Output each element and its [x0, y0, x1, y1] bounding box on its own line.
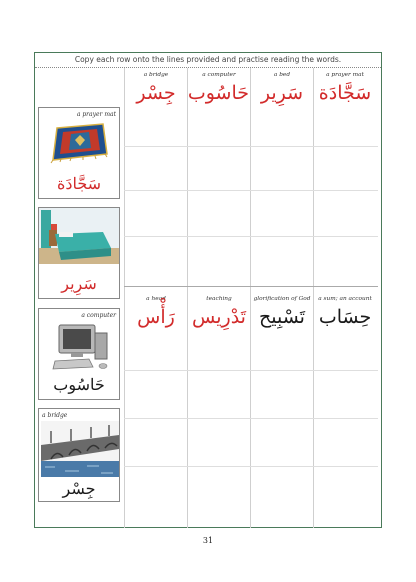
- grid-line: [313, 68, 314, 528]
- word-english-label: a computer: [202, 72, 236, 78]
- word-english-label: glorification of God: [253, 296, 311, 302]
- bottom-row-word-1: [126, 296, 186, 328]
- word-english-label: a bed: [273, 72, 291, 78]
- bed-picture: [39, 208, 119, 264]
- grid-line: [187, 68, 188, 528]
- bottom-row-word-2: [189, 296, 249, 328]
- instruction-text: Copy each row onto the lines provided and practise reading the words.: [74, 55, 342, 64]
- word-arabic: سَجَّادَة: [318, 82, 372, 104]
- page-number: 31: [202, 536, 214, 545]
- word-arabic: سَرِير: [260, 82, 304, 104]
- card-arabic-word: حَاسُوب: [53, 375, 105, 394]
- word-arabic: رَأْس: [137, 306, 175, 328]
- word-arabic: تَسْبِيح: [259, 306, 305, 328]
- bridge-picture: [41, 421, 119, 477]
- top-row-word-2: [189, 72, 249, 104]
- grid-line: [124, 370, 378, 371]
- grid-line: [124, 68, 125, 528]
- grid-line: [124, 466, 378, 467]
- prayer-mat-picture: [49, 120, 111, 164]
- grid-line: [250, 68, 251, 528]
- vocab-card-bridge: [38, 408, 120, 502]
- computer-picture: [49, 321, 113, 371]
- card-english-label: a computer: [81, 312, 116, 319]
- grid-line: [124, 190, 378, 191]
- vocab-card-bed: [38, 207, 120, 299]
- bottom-row-word-3: [252, 296, 312, 328]
- vocab-card-computer: [38, 308, 120, 400]
- word-arabic: حِسَاب: [318, 306, 372, 328]
- word-english-label: a sum; an account: [318, 296, 372, 302]
- top-row-word-4: [315, 72, 375, 104]
- word-english-label: a bridge: [143, 72, 169, 78]
- card-english-label: a prayer mat: [76, 111, 116, 118]
- word-english-label: a head: [146, 296, 166, 302]
- word-arabic: جِسْر: [136, 82, 176, 104]
- grid-line: [124, 236, 378, 237]
- word-english-label: teaching: [206, 296, 232, 302]
- word-arabic: حَاسُوب: [187, 82, 249, 104]
- instruction-divider: [35, 67, 381, 68]
- grid-line: [124, 418, 378, 419]
- grid-line: [124, 286, 378, 287]
- word-english-label: a prayer mat: [326, 72, 364, 78]
- bottom-row-word-4: [315, 296, 375, 328]
- card-arabic-word: سَجَّادَة: [56, 174, 102, 193]
- card-arabic-word: سَرِير: [61, 274, 97, 293]
- vocab-card-prayer-mat: [38, 107, 120, 199]
- card-english-label: a bridge: [42, 412, 68, 419]
- card-arabic-word: جِسْر: [62, 479, 96, 498]
- top-row-word-1: [126, 72, 186, 104]
- grid-line: [124, 146, 378, 147]
- word-arabic: تَدْرِيس: [192, 306, 246, 328]
- top-row-word-3: [252, 72, 312, 104]
